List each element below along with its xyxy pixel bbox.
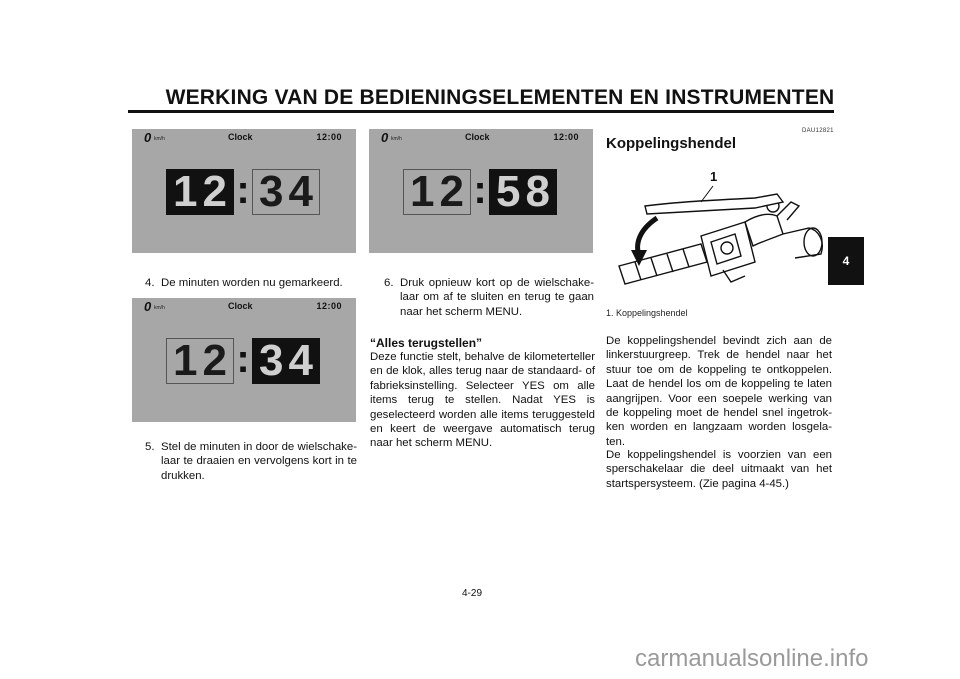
callout-number: 1 bbox=[710, 169, 718, 184]
section-code: DAU12821 bbox=[802, 128, 834, 134]
hours-digits: 12 bbox=[166, 338, 234, 384]
clutch-paragraph-1: De koppelingshendel bevindt zich aan de linkerstuurgreep. Trek de hendel naar het stuur toe om de koppeling te ontkoppelen. Laat de hendel los om de koppeling te laten aangrijpen. Voor een soepele werking van de koppeling moet de hendel snel ingetrok-ken worden en langzaam worden losgela-ten. bbox=[606, 335, 832, 448]
header-rule bbox=[128, 110, 834, 113]
clock-display-minutes-highlighted bbox=[132, 298, 356, 422]
reset-description: Deze functie stelt, behalve de kilometerteller en de klok, alles terug naar de standaard- of fabrieksinstelling. Selecteer YES om alle items terug te stellen. Nadat YES is geselecteerd worden alle items teruggesteld en keert de weergave automatisch terug naar het scherm MENU. bbox=[370, 351, 595, 450]
page-number: 4-29 bbox=[462, 588, 483, 599]
display-label: Clock bbox=[228, 132, 253, 142]
display-time: 12:00 bbox=[553, 132, 579, 142]
colon: : bbox=[236, 337, 250, 381]
minutes-digits: 34 bbox=[252, 338, 320, 384]
clock-digits bbox=[403, 169, 563, 215]
chapter-tab: 4 bbox=[828, 237, 864, 285]
speed-unit: km/h bbox=[154, 136, 165, 142]
clock-digits bbox=[166, 338, 326, 384]
colon: : bbox=[473, 168, 487, 212]
speed-readout: 0 bbox=[381, 130, 389, 145]
speed-unit: km/h bbox=[391, 136, 402, 142]
display-time: 12:00 bbox=[316, 132, 342, 142]
clock-display-minutes-selected bbox=[132, 129, 356, 253]
minutes-digits: 58 bbox=[489, 169, 557, 215]
reset-heading: “Alles terugstellen” bbox=[370, 336, 483, 350]
page-title: WERKING VAN DE BEDIENINGSELEMENTEN EN INSTRUMENTEN bbox=[165, 86, 835, 109]
figure-caption: 1. Koppelingshendel bbox=[606, 308, 688, 318]
step-number: 5. bbox=[145, 441, 155, 453]
speed-unit: km/h bbox=[154, 305, 165, 311]
display-time: 12:00 bbox=[316, 301, 342, 311]
step-number: 4. bbox=[145, 277, 155, 289]
colon: : bbox=[236, 168, 250, 212]
clutch-paragraph-2: De koppelingshendel is voorzien van een sperschakelaar die deel uitmaakt van het startspersysteem. (Zie pagina 4-45.) bbox=[606, 449, 832, 490]
hours-digits: 12 bbox=[403, 169, 471, 215]
step-text: De minuten worden nu gemarkeerd. bbox=[161, 277, 343, 289]
display-label: Clock bbox=[465, 132, 490, 142]
display-label: Clock bbox=[228, 301, 253, 311]
speed-readout: 0 bbox=[144, 299, 152, 314]
watermark: carmanualsonline.info bbox=[635, 645, 869, 672]
step-text: Druk opnieuw kort op de wielschake-laar om af te sluiten en terug te gaan naar het scherm MENU. bbox=[400, 277, 594, 318]
clock-display-minutes-set bbox=[369, 129, 593, 253]
minutes-digits: 34 bbox=[252, 169, 320, 215]
hours-digits: 12 bbox=[166, 169, 234, 215]
section-heading: Koppelingshendel bbox=[606, 135, 737, 152]
clock-digits bbox=[166, 169, 326, 215]
step-number: 6. bbox=[384, 277, 394, 289]
speed-readout: 0 bbox=[144, 130, 152, 145]
step-text: Stel de minuten in door de wielschake-laar te draaien en vervolgens kort in te drukken. bbox=[161, 441, 357, 482]
